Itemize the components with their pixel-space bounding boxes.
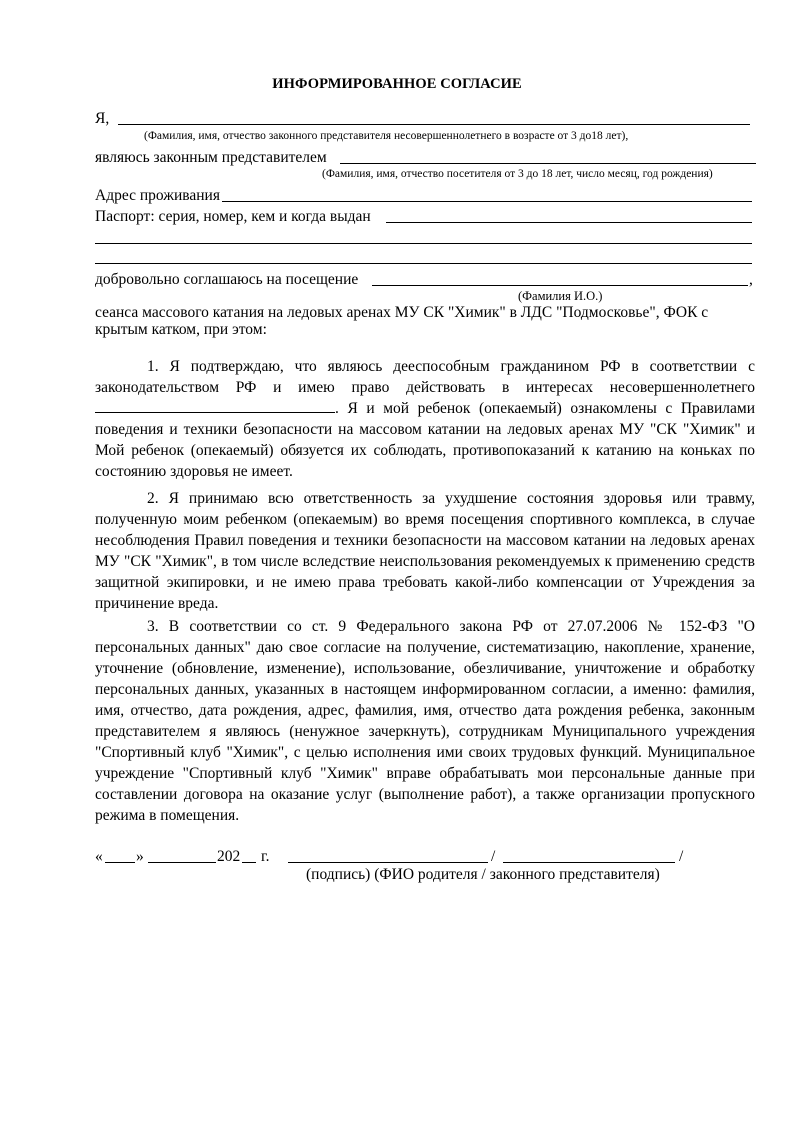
passport-field-line-3[interactable] xyxy=(95,263,752,264)
signature-caption: (подпись) (ФИО родителя / законного представителя) xyxy=(306,866,660,883)
signature-field[interactable] xyxy=(288,862,488,863)
date-quote-open: « xyxy=(95,848,103,865)
parent-name-field[interactable] xyxy=(503,862,675,863)
date-year-prefix: 202 xyxy=(217,848,241,865)
signature-slash-1: / xyxy=(491,848,496,865)
intro-line-2: крытым катком, при этом: xyxy=(95,321,267,338)
minor-name-field[interactable] xyxy=(95,399,335,413)
signature-slash-2: / xyxy=(679,848,684,865)
passport-field[interactable] xyxy=(386,222,752,223)
passport-label: Паспорт: серия, номер, кем и когда выдан xyxy=(95,208,371,225)
paragraph-1-text-start: 1. Я подтверждаю, что являюсь дееспособным гражданином РФ в соответствии с законодательством РФ и имею право действовать в интересах несовершеннолетнего xyxy=(95,358,755,396)
date-year-suffix: г. xyxy=(261,848,270,865)
passport-field-line-2[interactable] xyxy=(95,243,752,244)
representative-label: являюсь законным представителем xyxy=(95,149,327,166)
date-day-field[interactable] xyxy=(105,862,135,863)
date-month-field[interactable] xyxy=(148,862,216,863)
visitor-name-field[interactable] xyxy=(340,163,756,164)
address-field[interactable] xyxy=(222,201,752,202)
consent-comma: , xyxy=(749,271,753,288)
paragraph-1-text-end: . Я и мой ребенок (опекаемый) ознакомлены с Правилами поведения и техники безопасности на массовом катании на ледовых аренах МУ "СК "Химик" и Мой ребенок (опекаемый) обязуется их соблюдать, противопоказаний к катанию на коньках по состоянию здоровья не имеет. xyxy=(95,400,755,480)
visitor-name-caption: (Фамилия, имя, отчество посетителя от 3 до 18 лет, число месяц, год рождения) xyxy=(322,168,713,180)
consent-name-caption: (Фамилия И.О.) xyxy=(518,289,603,303)
document-title: ИНФОРМИРОВАННОЕ СОГЛАСИЕ xyxy=(272,76,522,92)
paragraph-1 xyxy=(95,356,755,482)
consent-label: добровольно соглашаюсь на посещение xyxy=(95,271,359,288)
representative-name-field[interactable] xyxy=(118,124,750,125)
intro-line-1: сеанса массового катания на ледовых аренах МУ СК "Химик" в ЛДС "Подмосковье", ФОК с xyxy=(95,304,709,321)
date-quote-close: » xyxy=(136,848,144,865)
representative-name-caption: (Фамилия, имя, отчество законного представителя несовершеннолетнего в возрасте от 3 до18 лет), xyxy=(144,130,629,142)
consent-name-field[interactable] xyxy=(372,285,748,286)
address-label: Адрес проживания xyxy=(95,187,220,204)
paragraph-2: 2. Я принимаю всю ответственность за ухудшение состояния здоровья или травму, полученную моим ребенком (опекаемым) во время посещения спортивного комплекса, в случае несоблюдения Правил поведения и техники безопасности на массовом катании на ледовых аренах МУ "СК "Химик", в том числе вследствие неиспользования рекомендуемых к применению средств защитной экипировки, и не имею права требовать какой-либо компенсации от Учреждения за причинение вреда. xyxy=(95,490,755,612)
date-year-field[interactable] xyxy=(242,862,256,863)
ya-label: Я, xyxy=(95,110,110,127)
paragraph-3: 3. В соответствии со ст. 9 Федерального закона РФ от 27.07.2006 № 152-ФЗ "О персональных данных" даю свое согласие на получение, систематизацию, накопление, хранение, уточнение (обновление, изменение), использование, обезличивание, уничтожение и обработку персональных данных, указанных в настоящем информированном согласии, а именно: фамилия, имя, отчество, дата рождения, адрес, фамилия, имя, отчество дата рождения ребенка, законным представителем я являюсь (ненужное зачеркнуть), сотрудникам Муниципального учреждения "Спортивный клуб "Химик", с целью исполнения ими своих трудовых функций. Муниципальное учреждение "Спортивный клуб "Химик" вправе обрабатывать мои персональные данные при составлении договора на оказание услуг (выполнение работ), а также организации пропускного режима в помещения. xyxy=(95,618,755,824)
